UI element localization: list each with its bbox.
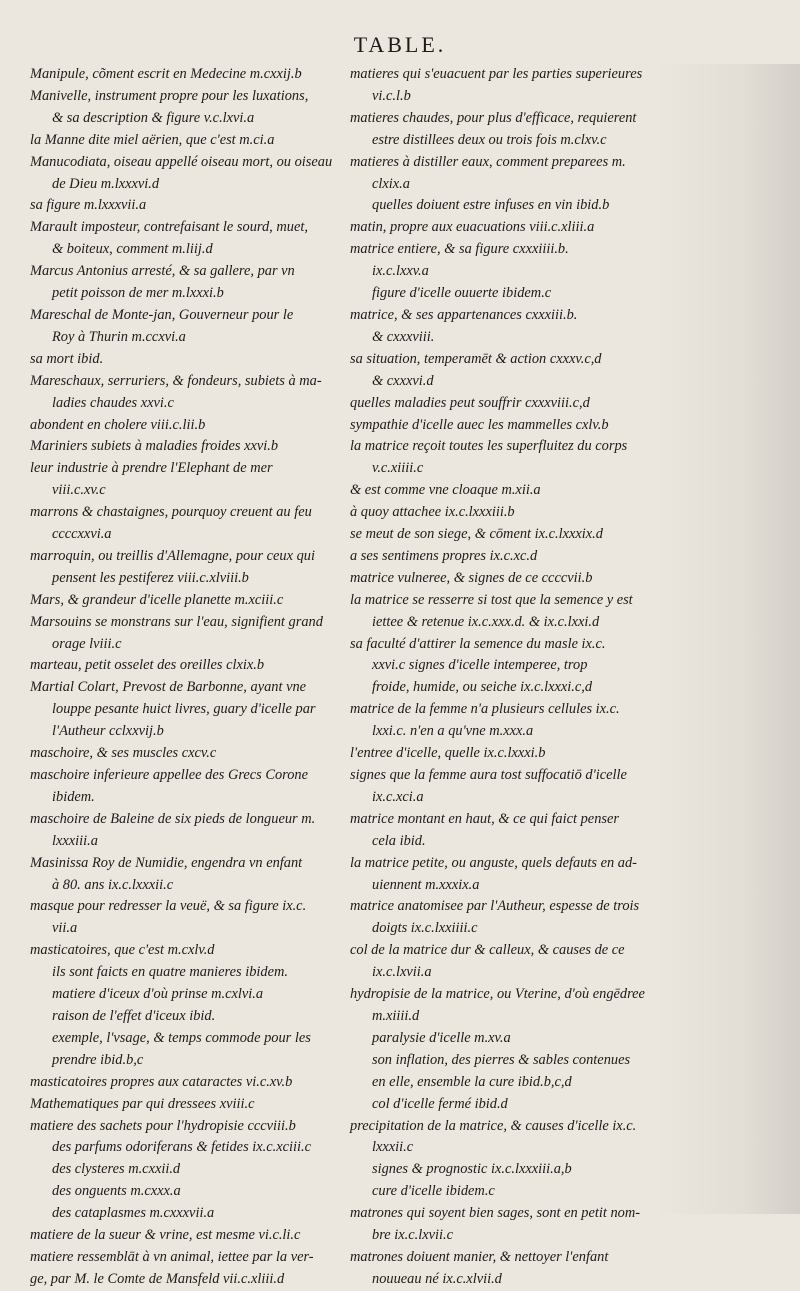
index-entry: abondent en cholere viii.c.lii.b — [30, 416, 206, 433]
index-column-right — [350, 64, 660, 1291]
index-entry: Mathematiques par qui dressees xviii.c — [30, 1095, 255, 1112]
index-entry: matrones qui soyent bien sages, sont en petit nom- — [350, 1205, 641, 1222]
index-entry: matin, propre aux euacuations viii.c.xliii.a — [350, 219, 595, 236]
index-entry: & sa description & figure v.c.lxvi.a — [52, 109, 255, 126]
index-entry: de Dieu m.lxxxvi.d — [52, 175, 160, 192]
index-entry: signes & prognostic ix.c.lxxxiii.a,b — [372, 1161, 572, 1178]
index-entry: figure d'icelle ouuerte ibidem.c — [372, 285, 552, 302]
index-entry: marteau, petit osselet des oreilles clxix.b — [30, 657, 265, 674]
index-entry: lxxi.c. n'en a qu'vne m.xxx.a — [372, 723, 534, 740]
index-entry: v.c.xiiii.c — [372, 460, 424, 477]
index-entry: ge, par M. le Comte de Mansfeld vii.c.xliii.d — [30, 1270, 285, 1287]
index-entry: paralysie d'icelle m.xv.a — [372, 1029, 511, 1046]
index-entry: à quoy attachee ix.c.lxxxiii.b — [350, 504, 515, 521]
index-entry: l'entree d'icelle, quelle ix.c.lxxxi.b — [350, 745, 546, 762]
index-entry: matieres qui s'euacuent par les parties superieures — [350, 66, 643, 82]
index-entry: doigts ix.c.lxxiiii.c — [372, 920, 478, 937]
index-entry: ladies chaudes xxvi.c — [52, 394, 174, 411]
index-entry: l'Autheur cclxxvij.b — [52, 723, 164, 740]
index-entry: vii.a — [52, 920, 78, 937]
index-entry: sa situation, temperamēt & action cxxxv.c,d — [350, 350, 602, 367]
index-entry: à 80. ans ix.c.lxxxii.c — [52, 876, 174, 893]
index-entry: viii.c.xv.c — [52, 482, 106, 499]
index-entry: matiere des sachets pour l'hydropisie cccviii.b — [30, 1117, 296, 1134]
index-entry: Manipule, cõment escrit en Medecine m.cxxij.b — [30, 66, 302, 82]
index-entry: matrones doiuent manier, & nettoyer l'enfant — [350, 1248, 609, 1265]
index-entry: hydropisie de la matrice, ou Vterine, d'où engēdree — [350, 986, 645, 1003]
index-entry: & cxxxvi.d — [372, 372, 434, 389]
index-entry: en elle, ensemble la cure ibid.b,c,d — [372, 1073, 572, 1090]
index-entry: col de la matrice dur & calleux, & causes de ce — [350, 942, 625, 959]
index-entry: la matrice se resserre si tost que la semence y est — [350, 591, 633, 608]
page-title: TABLE. — [353, 32, 447, 57]
index-entry: vi.c.l.b — [372, 87, 411, 104]
index-entry: Martial Colart, Prevost de Barbonne, ayant vne — [30, 679, 307, 696]
index-entry: matiere de la sueur & vrine, est mesme vi.c.li.c — [30, 1227, 301, 1244]
index-entry: col d'icelle fermé ibid.d — [372, 1095, 508, 1112]
index-entry: froide, humide, ou seiche ix.c.lxxxi.c,d — [372, 679, 593, 696]
index-entry: ix.c.xci.a — [372, 788, 424, 805]
index-entry: lxxxii.c — [372, 1139, 414, 1156]
index-entry: cela ibid. — [372, 832, 426, 849]
index-entry: estre distillees deux ou trois fois m.clxv.c — [372, 131, 607, 148]
index-entry: m.xiiii.d — [372, 1007, 420, 1024]
index-entry: pensent les pestiferez viii.c.xlviii.b — [52, 569, 249, 586]
index-entry: louppe pesante huict livres, guary d'icelle par — [52, 701, 316, 718]
index-entry: des clysteres m.cxxii.d — [52, 1161, 181, 1178]
index-entry: son inflation, des pierres & sables contenues — [372, 1051, 631, 1068]
index-entry: bre ix.c.lxvii.c — [372, 1227, 453, 1244]
index-entry: ix.c.lxvii.a — [372, 964, 432, 981]
index-entry: quelles maladies peut souffrir cxxxviii.c,d — [350, 394, 590, 411]
index-entry: Masinissa Roy de Numidie, engendra vn enfant — [30, 854, 303, 871]
index-entry: xxvi.c signes d'icelle intemperee, trop — [372, 657, 588, 674]
index-entry: & cxxxviii. — [372, 328, 435, 345]
index-entry: matrice montant en haut, & ce qui faict penser — [350, 810, 619, 827]
index-entry: des cataplasmes m.cxxxvii.a — [52, 1205, 215, 1222]
index-entry: matiere d'iceux d'où prinse m.cxlvi.a — [52, 986, 264, 1003]
index-entry: des onguents m.cxxx.a — [52, 1183, 181, 1200]
index-entry: la Manne dite miel aërien, que c'est m.ci.a — [30, 131, 275, 148]
index-entry: sympathie d'icelle auec les mammelles cxlv.b — [350, 416, 609, 433]
index-entry: matrice de la femme n'a plusieurs cellules ix.c. — [350, 701, 620, 718]
index-entry: matrice entiere, & sa figure cxxxiiii.b. — [350, 241, 569, 258]
index-entry: signes que la femme aura tost suffocatiō d'icelle — [350, 767, 627, 783]
index-entry: iettee & retenue ix.c.xxx.d. & ix.c.lxxi.d — [372, 613, 600, 630]
index-entry: Mars, & grandeur d'icelle planette m.xciii.c — [30, 591, 284, 608]
index-entry: masticatoires, que c'est m.cxlv.d — [30, 942, 215, 959]
index-entry: Mareschaux, serruriers, & fondeurs, subiets à ma- — [30, 372, 322, 389]
index-entry: Manivelle, instrument propre pour les luxations, — [30, 87, 309, 104]
index-entry: la matrice petite, ou anguste, quels defauts en ad- — [350, 854, 637, 871]
index-entry: & est comme vne cloaque m.xii.a — [350, 482, 541, 499]
index-entry: matieres à distiller eaux, comment preparees m. — [350, 153, 626, 170]
index-entry: matiere ressemblāt à vn animal, iettee par la ver- — [30, 1248, 314, 1265]
page-fold-shadow — [655, 64, 800, 1214]
index-entry: matrice vulneree, & signes de ce ccccvii.b — [350, 569, 593, 586]
index-entry: sa figure m.lxxxvii.a — [30, 197, 147, 214]
index-entry: Roy à Thurin m.ccxvi.a — [52, 328, 186, 345]
index-entry: sa faculté d'attirer la semence du masle ix.c. — [350, 635, 606, 652]
index-entry: ix.c.lxxv.a — [372, 263, 429, 280]
index-entry: raison de l'effet d'iceux ibid. — [52, 1007, 216, 1024]
index-entry: Marsouins se monstrans sur l'eau, signifient grand — [30, 613, 323, 630]
index-entry: sa mort ibid. — [30, 350, 104, 367]
index-entry: marrons & chastaignes, pourquoy creuent au feu — [30, 504, 312, 521]
index-entry: matieres chaudes, pour plus d'efficace, requierent — [350, 109, 637, 126]
index-entry: clxix.a — [372, 175, 410, 192]
index-entry: ibidem. — [52, 788, 95, 805]
index-entry: cure d'icelle ibidem.c — [372, 1183, 495, 1200]
index-entry: maschoire inferieure appellee des Grecs Corone — [30, 767, 309, 783]
index-entry: matrice, & ses appartenances cxxxiii.b. — [350, 306, 578, 323]
index-entry: la matrice reçoit toutes les superfluitez du corps — [350, 438, 628, 455]
index-entry: des parfums odoriferans & fetides ix.c.xciii.c — [52, 1139, 311, 1156]
index-entry: Marcus Antonius arresté, & sa gallere, par vn — [30, 263, 295, 280]
index-entry: Marault imposteur, contrefaisant le sourd, muet, — [30, 219, 308, 236]
index-entry: maschoire, & ses muscles cxcv.c — [30, 745, 217, 762]
index-entry: maschoire de Baleine de six pieds de longueur m. — [30, 810, 316, 827]
index-entry: masque pour redresser la veuë, & sa figure ix.c. — [30, 898, 307, 915]
index-entry: orage lviii.c — [52, 635, 122, 652]
index-column-left — [30, 64, 342, 1291]
index-entry: precipitation de la matrice, & causes d'icelle ix.c. — [350, 1117, 637, 1134]
index-entry: & boiteux, comment m.liij.d — [52, 241, 213, 258]
index-entry: nouueau né ix.c.xlvii.d — [372, 1270, 502, 1287]
index-entry: masticatoires propres aux cataractes vi.c.xv.b — [30, 1073, 293, 1090]
index-entry: matrice anatomisee par l'Autheur, espesse de trois — [350, 898, 640, 915]
index-entry: marroquin, ou treillis d'Allemagne, pour ceux qui — [30, 547, 315, 564]
index-entry: exemple, l'vsage, & temps commode pour les — [52, 1029, 311, 1046]
index-entry: a ses sentimens propres ix.c.xc.d — [350, 547, 538, 564]
index-entry: quelles doiuent estre infuses en vin ibid.b — [372, 197, 610, 214]
index-entry: Manucodiata, oiseau appellé oiseau mort, ou oiseau — [30, 153, 333, 170]
index-entry: ccccxxvi.a — [52, 526, 112, 543]
index-entry: lxxxiii.a — [52, 832, 98, 849]
index-entry: Mareschal de Monte-jan, Gouverneur pour le — [30, 306, 294, 323]
index-entry: petit poisson de mer m.lxxxi.b — [52, 285, 224, 302]
index-entry: leur industrie à prendre l'Elephant de mer — [30, 460, 273, 477]
index-entry: uiennent m.xxxix.a — [372, 876, 480, 893]
index-entry: se meut de son siege, & cōment ix.c.lxxxix.d — [350, 526, 603, 543]
index-entry: prendre ibid.b,c — [52, 1051, 144, 1068]
index-entry: ils sont faicts en quatre manieres ibidem. — [52, 964, 288, 981]
index-entry: Mariniers subiets à maladies froides xxvi.b — [30, 438, 279, 455]
